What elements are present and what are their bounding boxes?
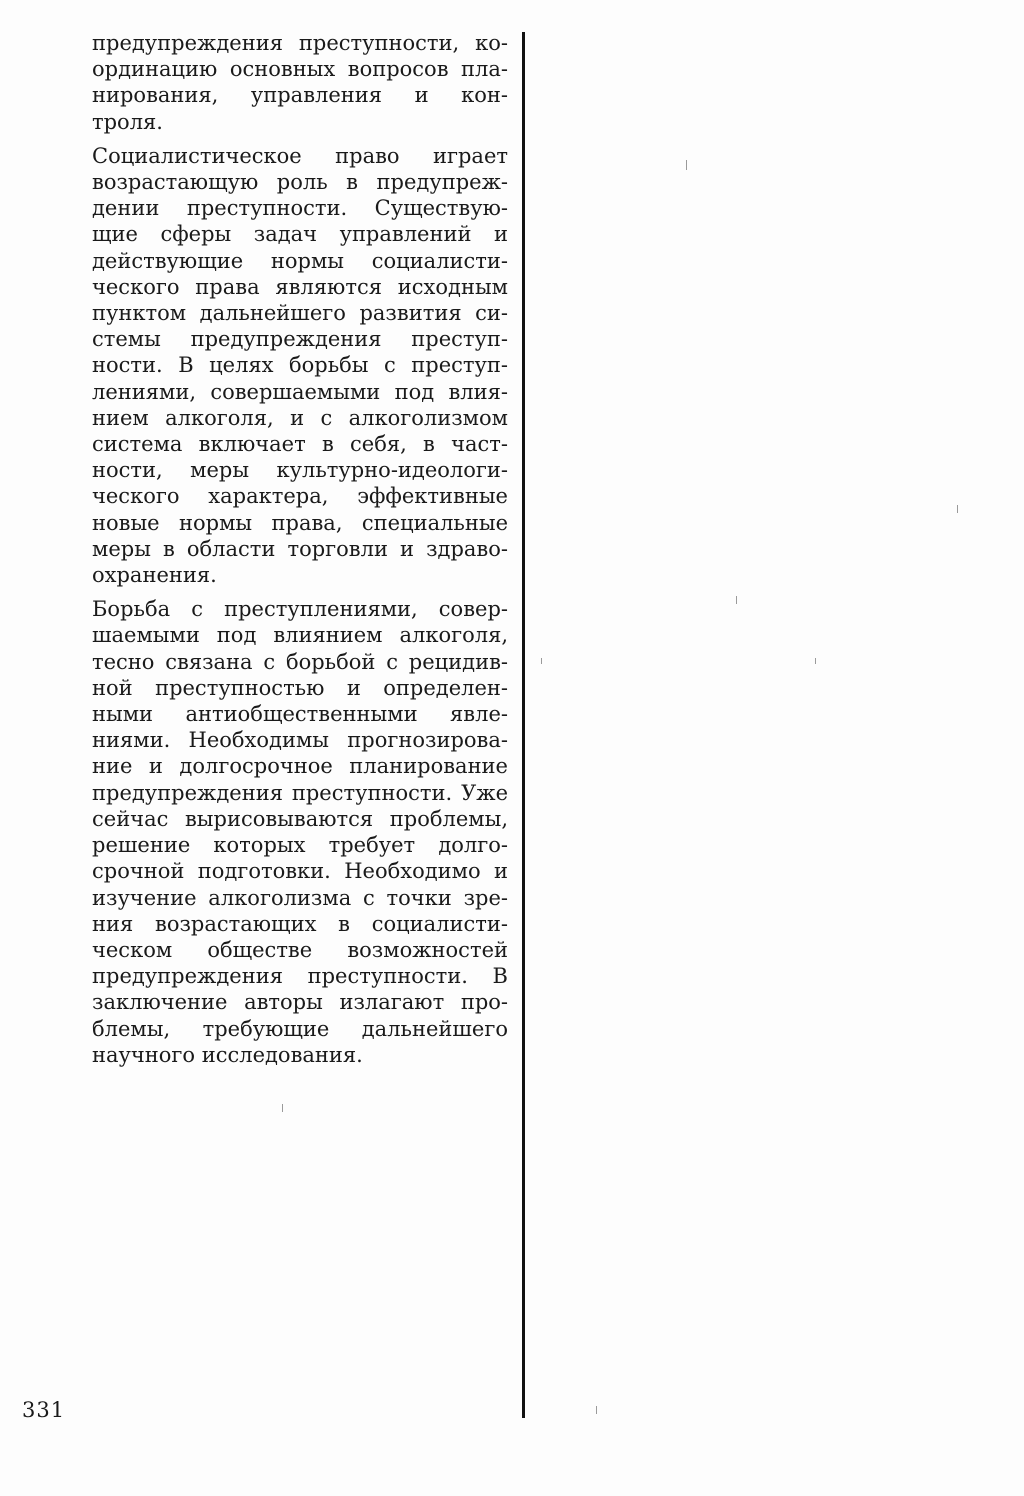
text-line: ние и долгосрочное планирование — [92, 754, 508, 779]
text-line: решение которых требует долго- — [92, 833, 508, 858]
text-line: научного исследования. — [92, 1042, 363, 1067]
text-line: Социалистическое право играет — [92, 143, 508, 168]
text-line: новые нормы права, специальные — [92, 510, 508, 535]
column-divider-rule — [522, 32, 525, 1418]
text-line: лениями, совершаемыми под влия- — [92, 379, 508, 404]
scan-speck — [815, 658, 816, 664]
text-line: нирования, управления и кон- — [92, 83, 508, 108]
text-line: ности. В целях борьбы с преступ- — [92, 353, 508, 378]
text-line: сейчас вырисовываются проблемы, — [92, 806, 508, 831]
text-column — [92, 30, 508, 1076]
text-line: ными антиобщественными явле- — [92, 702, 508, 727]
text-line: изучение алкоголизма с точки зре- — [92, 885, 508, 910]
scan-speck — [686, 160, 687, 170]
paragraph-1 — [92, 30, 508, 135]
text-line: заключение авторы излагают про- — [92, 990, 508, 1015]
text-line: Борьба с преступлениями, совер- — [92, 597, 508, 622]
scan-speck — [541, 658, 542, 664]
text-line: ния возрастающих в социалисти- — [92, 911, 508, 936]
text-line: ной преступностью и определен- — [92, 675, 508, 700]
page-number: 331 — [22, 1398, 66, 1422]
text-line: предупреждения преступности. Уже — [92, 780, 508, 805]
text-line: блемы, требующие дальнейшего — [92, 1016, 508, 1041]
scan-speck — [596, 1406, 597, 1414]
text-line: пунктом дальнейшего развития си- — [92, 301, 508, 326]
text-line: ности, меры культурно-идеологи- — [92, 458, 508, 483]
text-line: дении преступности. Существую- — [92, 196, 508, 221]
scan-speck — [957, 505, 958, 513]
text-line: щие сферы задач управлений и — [92, 222, 508, 247]
text-line: меры в области торговли и здраво- — [92, 536, 508, 561]
text-line: срочной подготовки. Необходимо и — [92, 859, 508, 884]
paragraph-3 — [92, 596, 508, 1068]
scan-speck — [282, 1104, 283, 1112]
text-line: ординацию основных вопросов пла- — [92, 57, 508, 82]
text-line: ческого права являются исходным — [92, 274, 508, 299]
text-line: тесно связана с борьбой с рецидив- — [92, 649, 508, 674]
paragraph-2 — [92, 143, 508, 588]
text-line: система включает в себя, в част- — [92, 432, 508, 457]
scan-speck — [736, 596, 737, 604]
text-line: стемы предупреждения преступ- — [92, 327, 508, 352]
text-line: ческом обществе возможностей — [92, 937, 508, 962]
text-line: троля. — [92, 109, 163, 134]
text-line: ческого характера, эффективные — [92, 484, 508, 509]
text-line: возрастающую роль в предупреж- — [92, 170, 508, 195]
text-line: предупреждения преступности, ко- — [92, 31, 508, 55]
text-line: действующие нормы социалисти- — [92, 248, 508, 273]
text-line: охранения. — [92, 563, 217, 588]
text-line: шаемыми под влиянием алкоголя, — [92, 623, 508, 648]
text-line: предупреждения преступности. В — [92, 964, 508, 989]
text-line: ниями. Необходимы прогнозирова- — [92, 728, 508, 753]
text-line: нием алкоголя, и с алкоголизмом — [92, 405, 508, 430]
